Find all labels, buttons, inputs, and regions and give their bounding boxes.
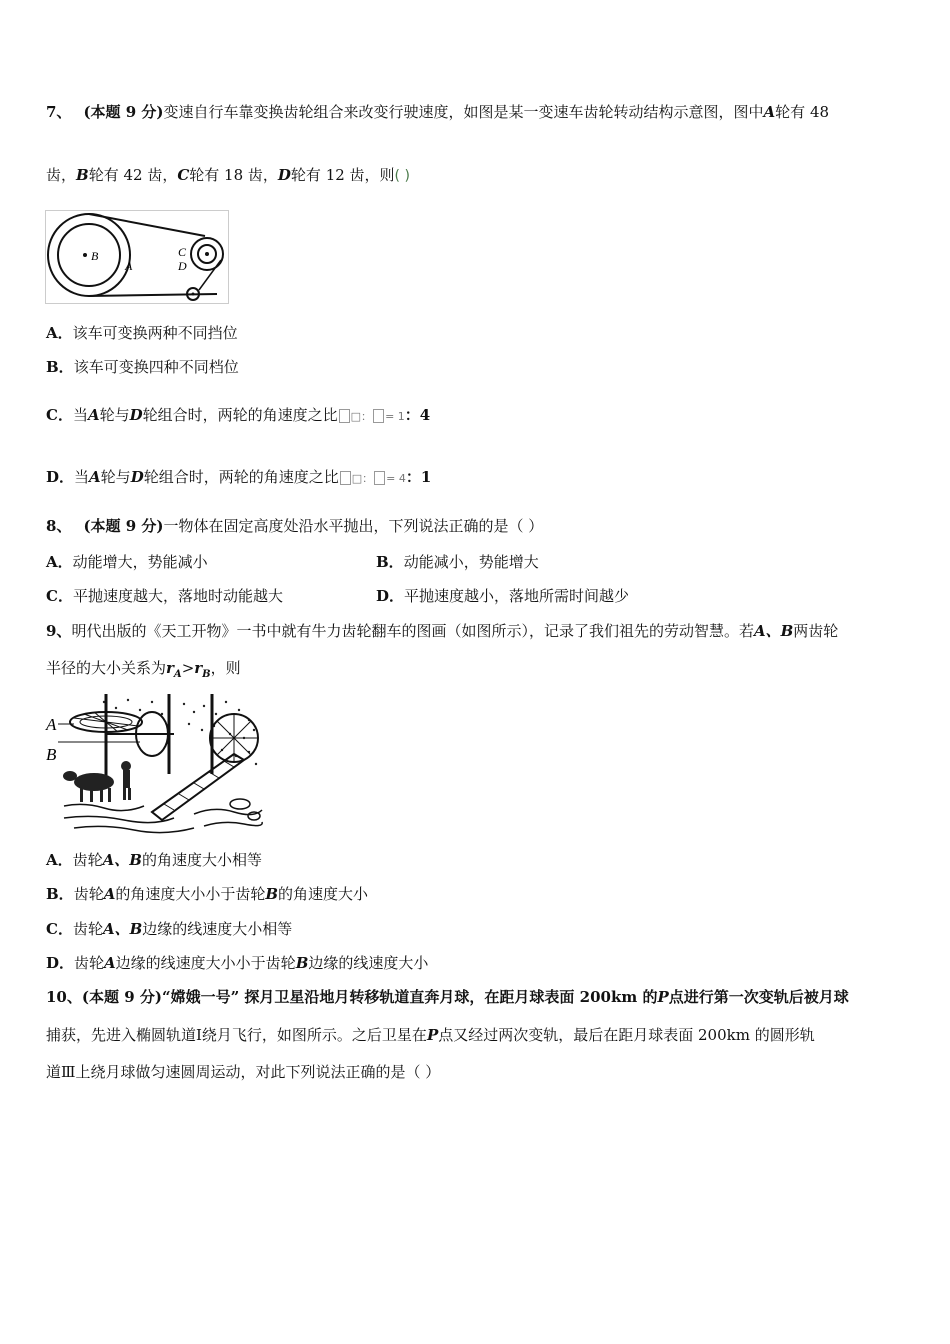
q7-line-2	[46, 164, 410, 187]
formula-sep: □：	[351, 472, 374, 485]
option-var: D	[130, 468, 144, 486]
ratio-formula: = 4	[386, 472, 406, 485]
gear-a-outer	[48, 214, 130, 296]
fig9-label-b: B	[46, 745, 57, 764]
chain-top	[89, 214, 205, 236]
q9-line-1	[46, 620, 838, 642]
option-key: D．	[376, 587, 405, 605]
water-trough	[152, 754, 244, 820]
q7-c-label: C	[177, 166, 190, 184]
option-text: 动能增大，势能减小	[72, 553, 208, 571]
option-text: 动能减小，势能增大	[403, 553, 539, 571]
option-text: 的角速度大小小于齿轮	[115, 885, 266, 903]
q8-score: (本题 9 分)	[83, 517, 164, 535]
q9-text-b: 两齿轮	[793, 622, 839, 640]
option-key: A．	[46, 553, 73, 571]
q10-text-b: 点进行第一次变轨后被月球	[668, 988, 849, 1006]
option-text: 边缘的线速度大小	[308, 954, 429, 972]
derailleur-arm	[199, 260, 221, 290]
option-var: B	[295, 954, 309, 972]
ratio-end: ：1	[405, 468, 432, 486]
option-text: 齿轮	[72, 851, 103, 869]
q8-number: 8、	[46, 517, 72, 535]
q10-line-2	[46, 1024, 815, 1046]
formula-sep: □：	[350, 410, 373, 423]
option-text: 当	[74, 468, 90, 486]
q8-options-row-1	[46, 551, 906, 573]
option-text: 边缘的线速度大小小于齿轮	[115, 954, 296, 972]
q10-p1: P	[657, 988, 669, 1006]
rocks	[230, 799, 260, 820]
option-text: 平抛速度越小，落地所需时间越少	[404, 587, 630, 605]
ratio-formula: = 1	[385, 410, 405, 423]
q8-option-a[interactable]	[46, 553, 208, 571]
ratio-end: ：4	[404, 406, 431, 424]
q9-option-d[interactable]	[46, 952, 428, 974]
option-key: A．	[46, 324, 73, 342]
option-text: 该车可变换两种不同挡位	[72, 324, 238, 342]
ox-icon	[63, 771, 114, 802]
option-var: A	[104, 954, 116, 972]
option-key: D．	[46, 954, 75, 972]
bicycle-gear-figure	[45, 210, 229, 304]
formula-placeholder-icon	[374, 471, 385, 485]
fig7-label-a: A	[125, 259, 133, 273]
option-text: 齿轮	[73, 885, 104, 903]
q10-text-e: 道Ⅲ上绕月球做匀速圆周运动，对此下列说法正确的是（ ）	[46, 1063, 441, 1081]
gear-d-center	[205, 252, 209, 256]
q9-number: 9、	[46, 622, 72, 640]
formula-placeholder-icon	[373, 409, 384, 423]
q8-options-row-2	[46, 585, 906, 607]
q9-ab: A、B	[753, 622, 794, 640]
q7-d-label: D	[277, 166, 291, 184]
q9-option-c[interactable]	[46, 918, 292, 940]
q9-option-a[interactable]	[46, 849, 262, 871]
q7-text-b: 轮有 48	[775, 103, 830, 121]
formula-placeholder-icon	[340, 471, 351, 485]
q7-number: 7、	[46, 103, 72, 121]
q7-text-c: 齿，	[46, 166, 77, 184]
q9-option-b[interactable]	[46, 883, 368, 905]
gear-b-center	[83, 253, 87, 257]
q10-line-3	[46, 1061, 440, 1083]
tension-wheel-center	[192, 293, 195, 296]
option-text: 轮与	[99, 406, 130, 424]
option-key: B．	[376, 553, 404, 571]
q7-text-e: 轮有 18 齿，	[189, 166, 278, 184]
option-var: B	[265, 885, 279, 903]
q7-score: (本题 9 分)	[83, 103, 164, 121]
option-var: A、B	[102, 851, 142, 869]
q7-text-f: 轮有 12 齿，则	[290, 166, 395, 184]
option-text: 轮组合时，两轮的角速度之比	[142, 406, 338, 424]
q7-option-d[interactable]	[46, 466, 431, 490]
q9-line-2	[46, 657, 241, 686]
q7-option-a[interactable]	[46, 322, 238, 344]
q9-rb: r	[194, 659, 203, 677]
q7-text-d: 轮有 42 齿，	[88, 166, 178, 184]
option-var: A、B	[102, 920, 143, 938]
option-key: C．	[46, 406, 73, 424]
q7-line-1	[46, 101, 829, 123]
q9-text-d: ，则	[210, 659, 241, 677]
option-var: A	[89, 468, 101, 486]
q10-text-c: 捕获，先进入椭圆轨道Ⅰ绕月飞行，如图所示。之后卫星在	[46, 1026, 427, 1044]
q9-rb-sub: B	[202, 669, 211, 680]
trough-slats	[164, 761, 234, 810]
q7-option-b[interactable]	[46, 356, 239, 378]
q9-ra: r	[166, 659, 174, 677]
q8-option-d[interactable]	[376, 585, 629, 607]
option-key: C．	[46, 587, 73, 605]
q8-option-c[interactable]	[46, 587, 283, 605]
option-text: 平抛速度越大，落地时动能越大	[72, 587, 283, 605]
formula-placeholder-icon	[339, 409, 350, 423]
option-text: 当	[72, 406, 88, 424]
q10-text-d: 点又经过两次变轨，最后在距月球表面 200km 的圆形轨	[438, 1026, 815, 1044]
q7-b-label: B	[76, 166, 89, 184]
q7-text-a: 变速自行车靠变换齿轮组合来改变行驶速度，如图是某一变速车齿轮转动结构示意图，图中	[163, 103, 764, 121]
q10-line-1	[46, 986, 849, 1008]
q7-a-label: A	[763, 103, 776, 121]
option-text: 的角速度大小	[278, 885, 369, 903]
q10-score: (本题 9 分)	[81, 988, 162, 1006]
gear-b-inner	[58, 224, 120, 286]
option-text: 边缘的线速度大小相等	[142, 920, 293, 938]
option-key: B．	[46, 885, 74, 903]
option-text: 的角速度大小相等	[141, 851, 262, 869]
q8-stem	[46, 515, 543, 537]
q7-option-c[interactable]	[46, 404, 430, 428]
fig7-label-c: C	[178, 245, 187, 259]
option-key: B．	[46, 358, 74, 376]
option-var: A	[103, 885, 116, 903]
option-var: D	[129, 406, 143, 424]
fig9-label-a: A	[46, 715, 57, 734]
option-key: A．	[46, 851, 73, 869]
option-key: D．	[46, 468, 75, 486]
q9-text-c: 半径的大小关系为	[46, 659, 167, 677]
fig7-label-b: B	[91, 249, 99, 263]
option-var: A	[87, 406, 100, 424]
person-icon	[121, 761, 131, 800]
q9-ra-sub: A	[173, 669, 182, 680]
q9-gt: >	[181, 659, 195, 677]
option-text: 该车可变换四种不同档位	[73, 358, 239, 376]
option-key: C．	[46, 920, 73, 938]
q8-text: 一物体在固定高度处沿水平抛出，下列说法正确的是（ ）	[163, 517, 544, 535]
option-text: 轮组合时，两轮的角速度之比	[143, 468, 339, 486]
q7-answer-paren: ( )	[394, 168, 410, 184]
fig7-label-d: D	[178, 259, 187, 273]
q9-text-a: 明代出版的《天工开物》一书中就有牛力齿轮翻车的图画（如图所示），记录了我们祖先的劳动智慧。若	[71, 622, 754, 640]
option-text: 齿轮	[72, 920, 103, 938]
option-text: 齿轮	[74, 954, 105, 972]
q10-text-a: “嫦娥一号” 探月卫星沿地月转移轨道直奔月球，在距月球表面 200km 的	[161, 988, 658, 1006]
q10-p2: P	[426, 1026, 439, 1044]
ox-waterwheel-figure	[44, 694, 264, 836]
q10-number: 10、	[46, 988, 82, 1006]
option-text: 轮与	[100, 468, 131, 486]
q8-option-b[interactable]	[376, 551, 539, 573]
